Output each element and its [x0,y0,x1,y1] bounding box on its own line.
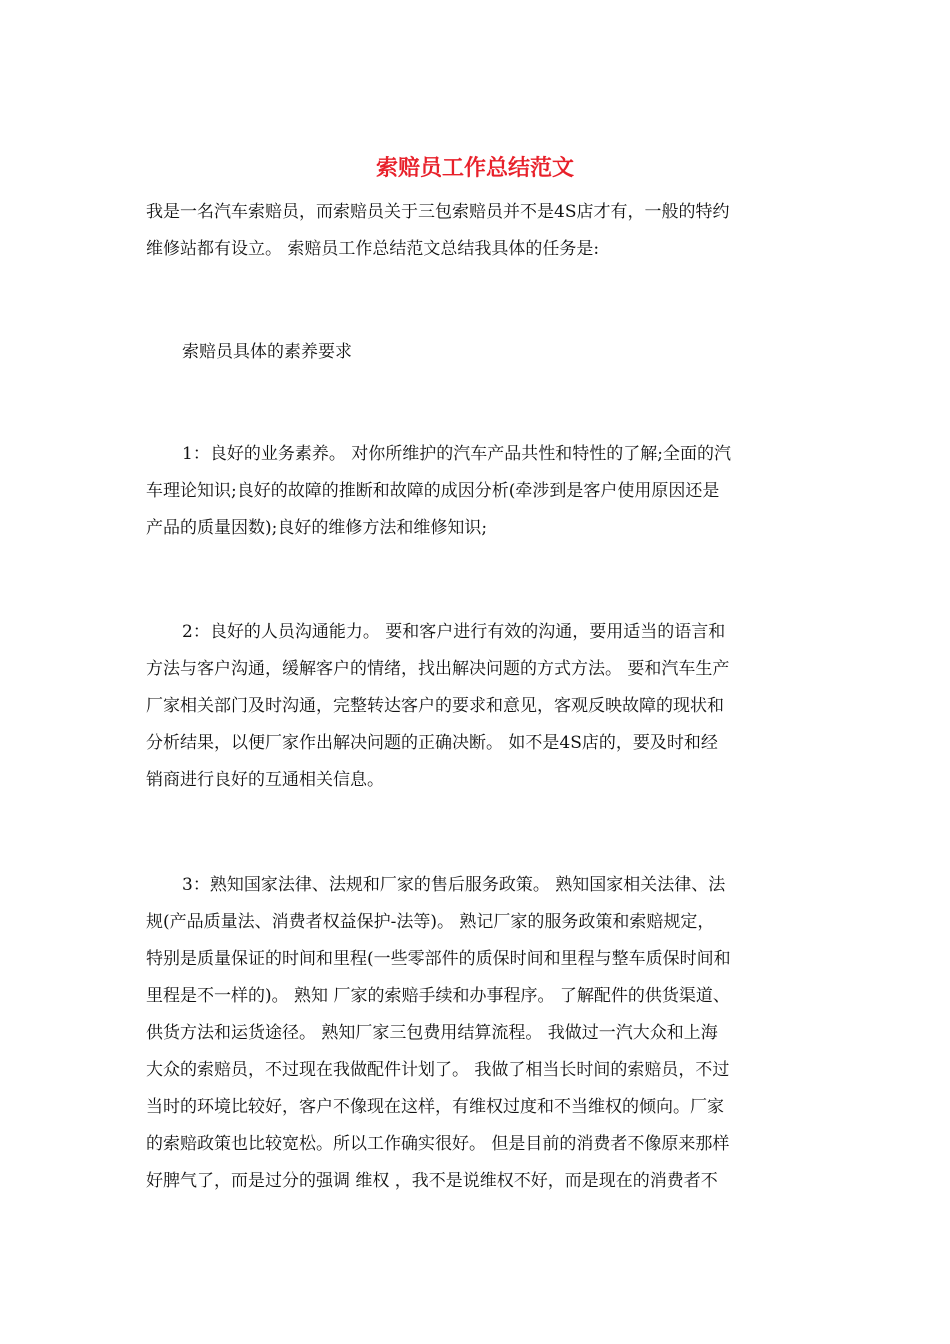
text-line: 销商进行良好的互通相关信息。 [146,770,384,790]
text-line: 1：良好的业务素养。 对你所维护的汽车产品共性和特性的了解;全面的汽 [182,444,731,464]
text-line: 2：良好的人员沟通能力。 要和客户进行有效的沟通，要用适当的语言和 [182,622,726,642]
point-3-paragraph [146,867,810,1200]
text-line: 维修站都有设立。 索赔员工作总结范文总结我具体的任务是: [146,239,600,259]
point-2-paragraph [146,614,810,799]
intro-paragraph [146,194,810,268]
text-line: 供货方法和运货途径。 熟知厂家三包费用结算流程。 我做过一汽大众和上海 [146,1023,718,1043]
text-line: 当时的环境比较好，客户不像现在这样，有维权过度和不当维权的倾向。厂家 [146,1097,724,1117]
text-line: 好脾气了，而是过分的强调 维权 ，我不是说维权不好，而是现在的消费者不 [146,1171,718,1191]
text-line: 3：熟知国家法律、法规和厂家的售后服务政策。 熟知国家相关法律、法 [182,875,726,895]
text-line: 厂家相关部门及时沟通，完整转达客户的要求和意见，客观反映故障的现状和 [146,696,724,716]
text-line: 大众的索赔员，不过现在我做配件计划了。 我做了相当长时间的索赔员，不过 [146,1060,730,1080]
text-line: 车理论知识;良好的故障的推断和故障的成因分析(牵涉到是客户使用原因还是 [146,481,720,501]
point-1-paragraph [146,436,810,547]
text-line: 我是一名汽车索赔员，而索赔员关于三包索赔员并不是4S店才有，一般的特约 [146,202,730,222]
page-title: 索赔员工作总结范文 [375,155,574,181]
text-line: 分析结果，以便厂家作出解决问题的正确决断。 如不是4S店的，要及时和经 [146,733,718,753]
section-heading [146,334,810,371]
text-line: 方法与客户沟通，缓解客户的情绪，找出解决问题的方式方法。 要和汽车生产 [146,659,730,679]
text-line: 里程是不一样的)。 熟知 厂家的索赔手续和办事程序。 了解配件的供货渠道、 [146,986,730,1006]
text-line: 的索赔政策也比较宽松。所以工作确实很好。 但是目前的消费者不像原来那样 [146,1134,730,1154]
text-line: 索赔员具体的素养要求 [182,342,352,362]
text-line: 产品的质量因数);良好的维修方法和维修知识; [146,518,488,538]
text-line: 特别是质量保证的时间和里程(一些零部件的质保时间和里程与整车质保时间和 [146,949,731,969]
text-line: 规(产品质量法、消费者权益保护-法等)。 熟记厂家的服务政策和索赔规定， [146,912,715,932]
